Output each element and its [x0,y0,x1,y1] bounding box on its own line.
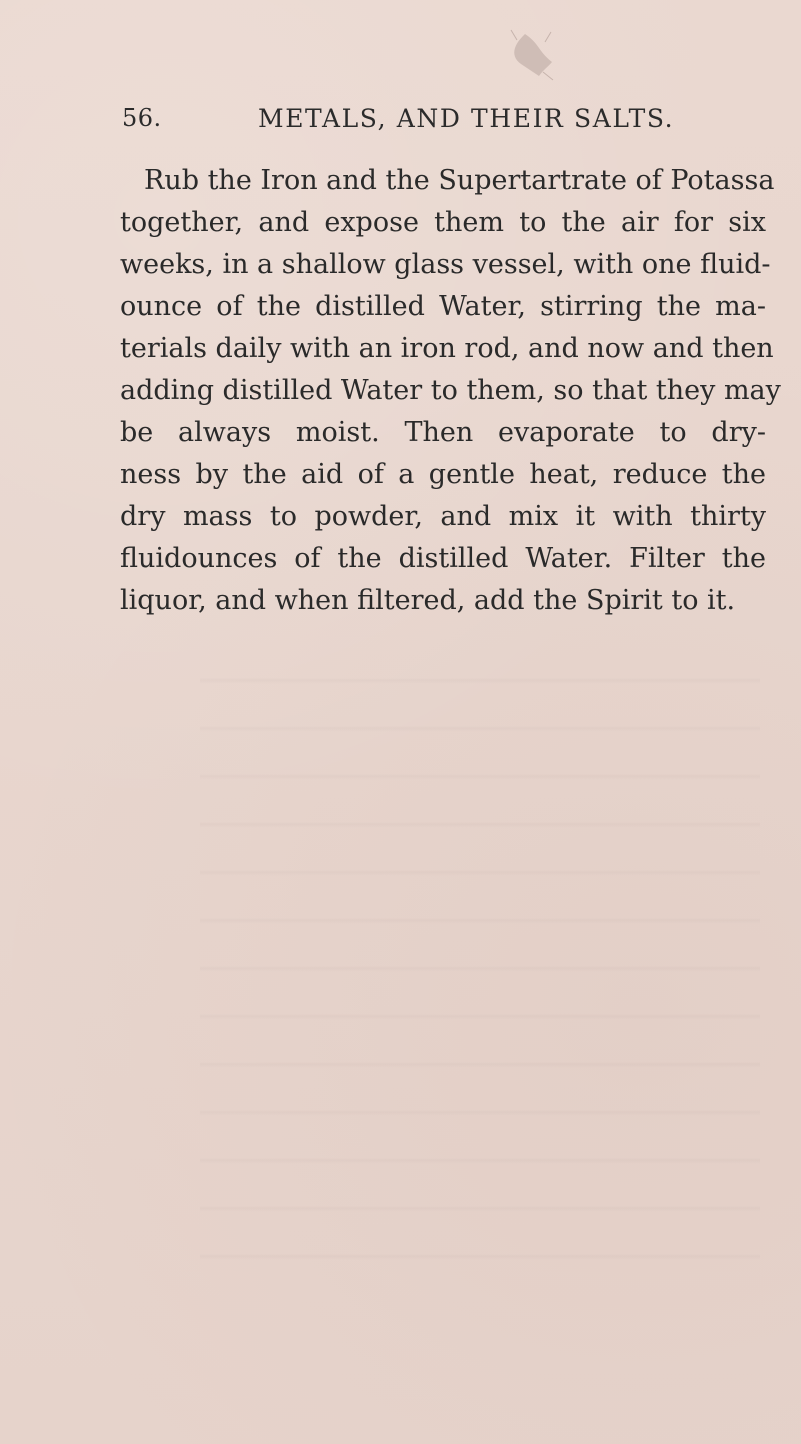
text-line: together, and expose them to the air for six [120,207,766,238]
text-line: terials daily with an iron rod, and now and then [120,333,774,364]
running-header [122,104,782,144]
chapter-title: METALS, AND THEIR SALTS. [258,104,675,133]
text-line: liquor, and when filtered, add the Spirit to it. [120,585,736,616]
text-line: be always moist. Then evaporate to dry- [120,417,766,448]
text-line: ness by the aid of a gentle heat, reduce the [120,459,766,490]
text-line: weeks, in a shallow glass vessel, with one fluid- [120,249,771,280]
ink-stain-mark [505,28,559,84]
text-line: adding distilled Water to them, so that they may [120,375,781,406]
text-line: fluidounces of the distilled Water. Filter the [120,543,766,574]
text-line: Rub the Iron and the Supertartrate of Potassa [144,165,775,196]
text-line: dry mass to powder, and mix it with thirty [120,501,766,532]
text-line: ounce of the distilled Water, stirring the ma- [120,291,766,322]
show-through-text [200,650,760,1300]
paragraph [120,160,781,622]
page-number: 56. [122,104,162,132]
